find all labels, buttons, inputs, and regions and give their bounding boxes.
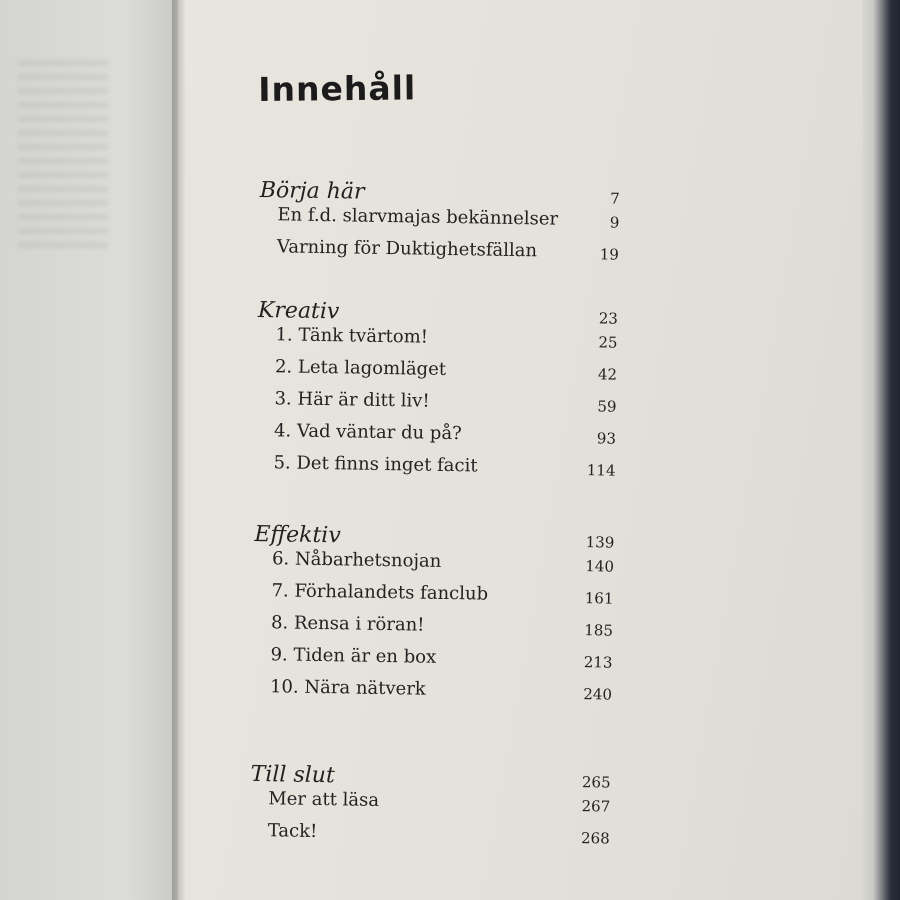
toc-entry-label: 10. Nära nätverk [269,676,426,700]
toc-entry-page-number: 268 [580,829,610,848]
toc-entry-page-number: 114 [586,461,616,480]
toc-entry-page-number: 59 [597,397,617,416]
toc-entry-label: 2. Leta lagomläget [274,356,447,380]
toc-entry-page-number: 42 [597,365,618,384]
section-heading-label: Effektiv [254,521,341,549]
toc-entry-page-number: 185 [584,621,614,640]
toc-entry-page-number: 213 [583,653,613,672]
toc-entry-label: Tack! [267,820,318,842]
toc-entry-label: 9. Tiden är en box [270,644,437,668]
section-heading-page-number: 7 [610,189,620,208]
toc-entry-label: 1. Tänk tvärtom! [275,324,429,348]
toc-entry-label: 4. Vad väntar du på? [273,420,462,445]
toc-entry-page-number: 93 [596,429,617,448]
toc-entry-label: Mer att läsa [268,788,380,811]
toc-entry-page-number: 240 [583,685,613,704]
toc-entry-label: 8. Rensa i röran! [270,612,425,636]
section-heading-label: Börja här [259,178,365,205]
toc-entry-page-number: 140 [585,557,615,576]
toc-entry-label: 7. Förhalandets fanclub [271,580,489,605]
toc-entry-page-number: 9 [609,213,620,232]
section-heading-label: Till slut [250,761,335,789]
section-heading-page-number: 23 [598,309,619,328]
toc-entry-label: 3. Här är ditt liv! [274,388,430,412]
section-heading-page-number: 139 [585,533,615,552]
page-title: Innehåll [258,68,417,109]
toc-entry-label: Varning för Duktighetsfällan [276,236,538,262]
toc-entry-label: 6. Nåbarhetsnojan [271,548,442,572]
toc-entry-page-number: 25 [598,333,618,352]
toc-entry-label: 5. Det finns inget facit [273,452,478,477]
toc-entry-page-number: 161 [584,589,614,608]
section-heading-page-number: 265 [581,773,611,792]
toc-entry-page-number: 267 [581,797,611,816]
section-heading-label: Kreativ [257,297,340,325]
toc-entry-label: En f.d. slarvmajas bekännelser [277,204,559,230]
toc-entry-page-number: 19 [599,245,620,264]
